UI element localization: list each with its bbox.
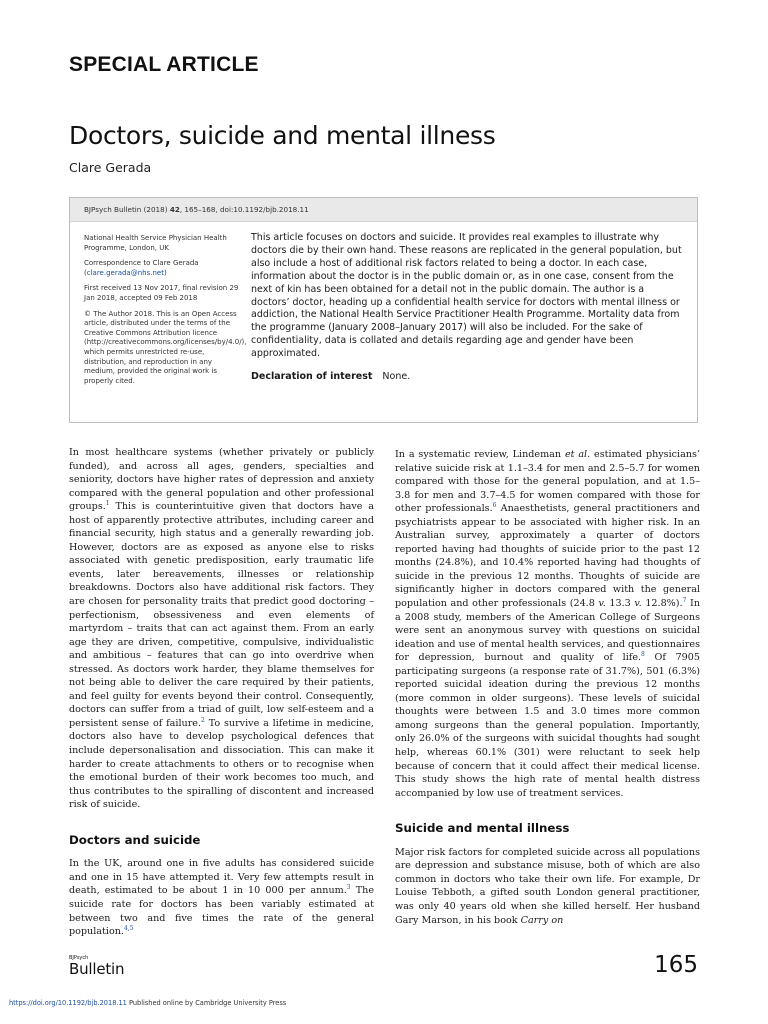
heading-doctors-and-suicide: Doctors and suicide (69, 832, 201, 847)
reference-link[interactable]: 6 (492, 502, 497, 509)
citation-volume: 42 (169, 205, 180, 214)
italic-text: v. (598, 598, 606, 610)
metadata-column (84, 234, 247, 392)
systematic-review-paragraph (395, 448, 700, 800)
reference-link[interactable]: 2 (201, 716, 205, 724)
declaration-label: Declaration of interest (251, 371, 373, 383)
correspondence-email-link[interactable]: clare.gerada@nhs.net (86, 268, 164, 277)
page-number: 165 (654, 952, 698, 978)
mental-illness-paragraph (395, 846, 700, 927)
article-title: Doctors, suicide and mental illness (69, 121, 496, 150)
section-label: SPECIAL ARTICLE (69, 53, 259, 76)
intro-paragraph (69, 446, 374, 812)
body-column-right (395, 448, 700, 927)
doctors-suicide-paragraph (69, 857, 374, 938)
footer-doi-line (9, 999, 286, 1007)
text-run: This is counterintuitive given that doctors have a host of apparently protective attributes, including career and financial security, high status and a generally rewarding job. However, doctors are as exposed as anyone else to risks associated with genetic predisposition, early traumatic life events, later bereavements, illnesses or relationship breakdowns. Doctors also have additional risk factors. They are chosen for personality traits that predict good doctoring – perfectionism, obsessiveness and even elements of martyrdom – traits that can act against them. From an early age they are driven, competitive, compulsive, individualistic and ambitious – features that can go into overdrive when stressed. As doctors work harder, they blame themselves for not being able to deliver the care required by their patients, and feel guilty for events beyond their control. Consequently, doctors can suffer from a triad of guilt, low self-esteem and a persistent sense of failure. (69, 501, 374, 729)
citation-bar (70, 198, 697, 222)
reference-link[interactable]: 4,5 (123, 924, 134, 932)
reference-link[interactable]: 1 (105, 500, 110, 507)
abstract-text: This article focuses on doctors and suicide. It provides real examples to illustrate why doctors die by their own hand. These reasons are replicated in the general population, but also include a host of additional risk factors related to being a doctor. In each case, information about the doctor is in the public domain or, as in one case, consent from the next of kin has been obtained for a detail not in the public domain. The author is a doctors’ doctor, heading up a confidential health service for doctors with mental illness or addiction, the National Health Service Practitioner Health Programme. Mortality data from the programme (January 2008–January 2017) will also be included. For the sake of confidentiality, data is collated and details regarding age and gender have been approximated. (251, 232, 682, 360)
reference-link[interactable]: 7 (682, 596, 687, 604)
heading-suicide-and-mental-illness: Suicide and mental illness (395, 821, 570, 836)
reference-link[interactable]: 8 (641, 651, 645, 659)
doi-link[interactable]: https://doi.org/10.1192/bjb.2018.11 (9, 999, 127, 1007)
correspondence (84, 259, 244, 278)
reference-link[interactable]: 3 (346, 884, 351, 892)
affiliation: National Health Service Physician Health Programme, London, UK (84, 234, 227, 252)
declaration-of-interest (251, 371, 683, 384)
abstract (251, 232, 683, 384)
text-run: 13.3 (605, 598, 635, 610)
text-run: To survive a lifetime in medicine, doctors also have to develop psychological defences that include depersonalisation and dissociation. This can make it harder to create attachments to others or to recognise when the emotional burden of their work becomes too much, and thus contributes to the spiralling of discontent and increased risk of suicide. (69, 717, 374, 811)
italic-text: et al (564, 449, 588, 460)
text-run: In a 2008 study, members of the American College of Surgeons were sent an anonymous survey with questions on suicidal ideation and use of mental health services, and questionnaires for depression, burnout and quality of life. (395, 598, 700, 664)
text-run: Of 7905 participating surgeons (a response rate of 31.7%), 501 (6.3%) reported suicidal ideation during the previous 12 months (more common in older surgeons). These levels of suicidal thoughts were between 1.5 and 3.0 times more common among surgeons than the general population. Importantly, only 26.0% of the surgeons with suicidal thoughts had sought help, whereas 60.1% (301) were reluctant to seek help because of concern that it could affect their medical license. This study shows the high rate of mental health distress accompanied by low use of treatment services. (395, 652, 700, 799)
text-run: The suicide rate for doctors has been variably estimated at between two and five times the rate of the general population. (69, 885, 374, 938)
logo-main-text: Bulletin (69, 960, 125, 978)
text-run: 12.8%). (641, 598, 683, 610)
author-name: Clare Gerada (69, 160, 152, 175)
body-column-left (69, 446, 374, 939)
logo-small-text: BJPsych (69, 955, 89, 961)
citation-pages-doi: , 165–168, doi:10.1192/bjb.2018.11 (179, 205, 309, 214)
text-run: Major risk factors for completed suicide across all populations are depression and substance misuse, both of which are also common in doctors who take their own life. For example, Dr Louise Tebboth, a gifted south London general practitioner, was only 40 years old when she killed herself. Her husband Gary Marson, in his book (395, 846, 700, 926)
correspondence-close: ) (163, 268, 167, 277)
correspondence-label: Correspondence to Clare Gerada ( (84, 259, 199, 277)
published-note: Published online by Cambridge University Press (126, 999, 287, 1007)
text-run: In most healthcare systems (whether privately or publicly funded), and across all ages, genders, specialties and seniority, doctors have higher rates of depression and anxiety compared with the general population and other professional groups. (69, 447, 374, 513)
text-run: In the UK, around one in five adults has considered suicide and one in 15 have attempted it. Very few attempts result in death, estimated to be about 1 in 10 000 per annum. (69, 858, 374, 897)
text-run: In a systematic review, Lindeman (395, 449, 565, 460)
declaration-value: None. (382, 371, 411, 383)
italic-text: Carry on (520, 914, 564, 926)
journal-logo (69, 956, 124, 978)
received-dates: First received 13 Nov 2017, final revision 29 Jan 2018, accepted 09 Feb 2018 (84, 284, 239, 302)
text-run: Anaesthetists, general practitioners and psychiatrists appear to be associated with higher risk. In an Australian survey, approximately a quarter of doctors reported having had thoughts of suicide prior to the past 12 months (24.8%), and 10.4% reported having had thoughts of suicide in the previous 12 months. Thoughts of suicide are significantly higher in doctors compared with the general population and other professionals (24.8 (395, 503, 700, 610)
text-run: . estimated physicians’ relative suicide risk at 1.1–3.4 for men and 2.5–5.7 for women compared with those for the general population, and at 1.5–3.8 for men and 3.7–4.5 for women compared with those for other professionals. (395, 449, 700, 515)
citation-journal: BJPsych Bulletin (2018) (84, 205, 168, 214)
article-info-box (69, 197, 698, 423)
italic-text: v. (634, 598, 642, 610)
license-statement: © The Author 2018. This is an Open Access article, distributed under the terms of the Creative Commons Attribution licence (http://creativecommons.org/licenses/by/4.0/), which permits unrestricted re-use, distribution, and reproduction in any medium, provided the original work is properly cited. (84, 309, 247, 385)
